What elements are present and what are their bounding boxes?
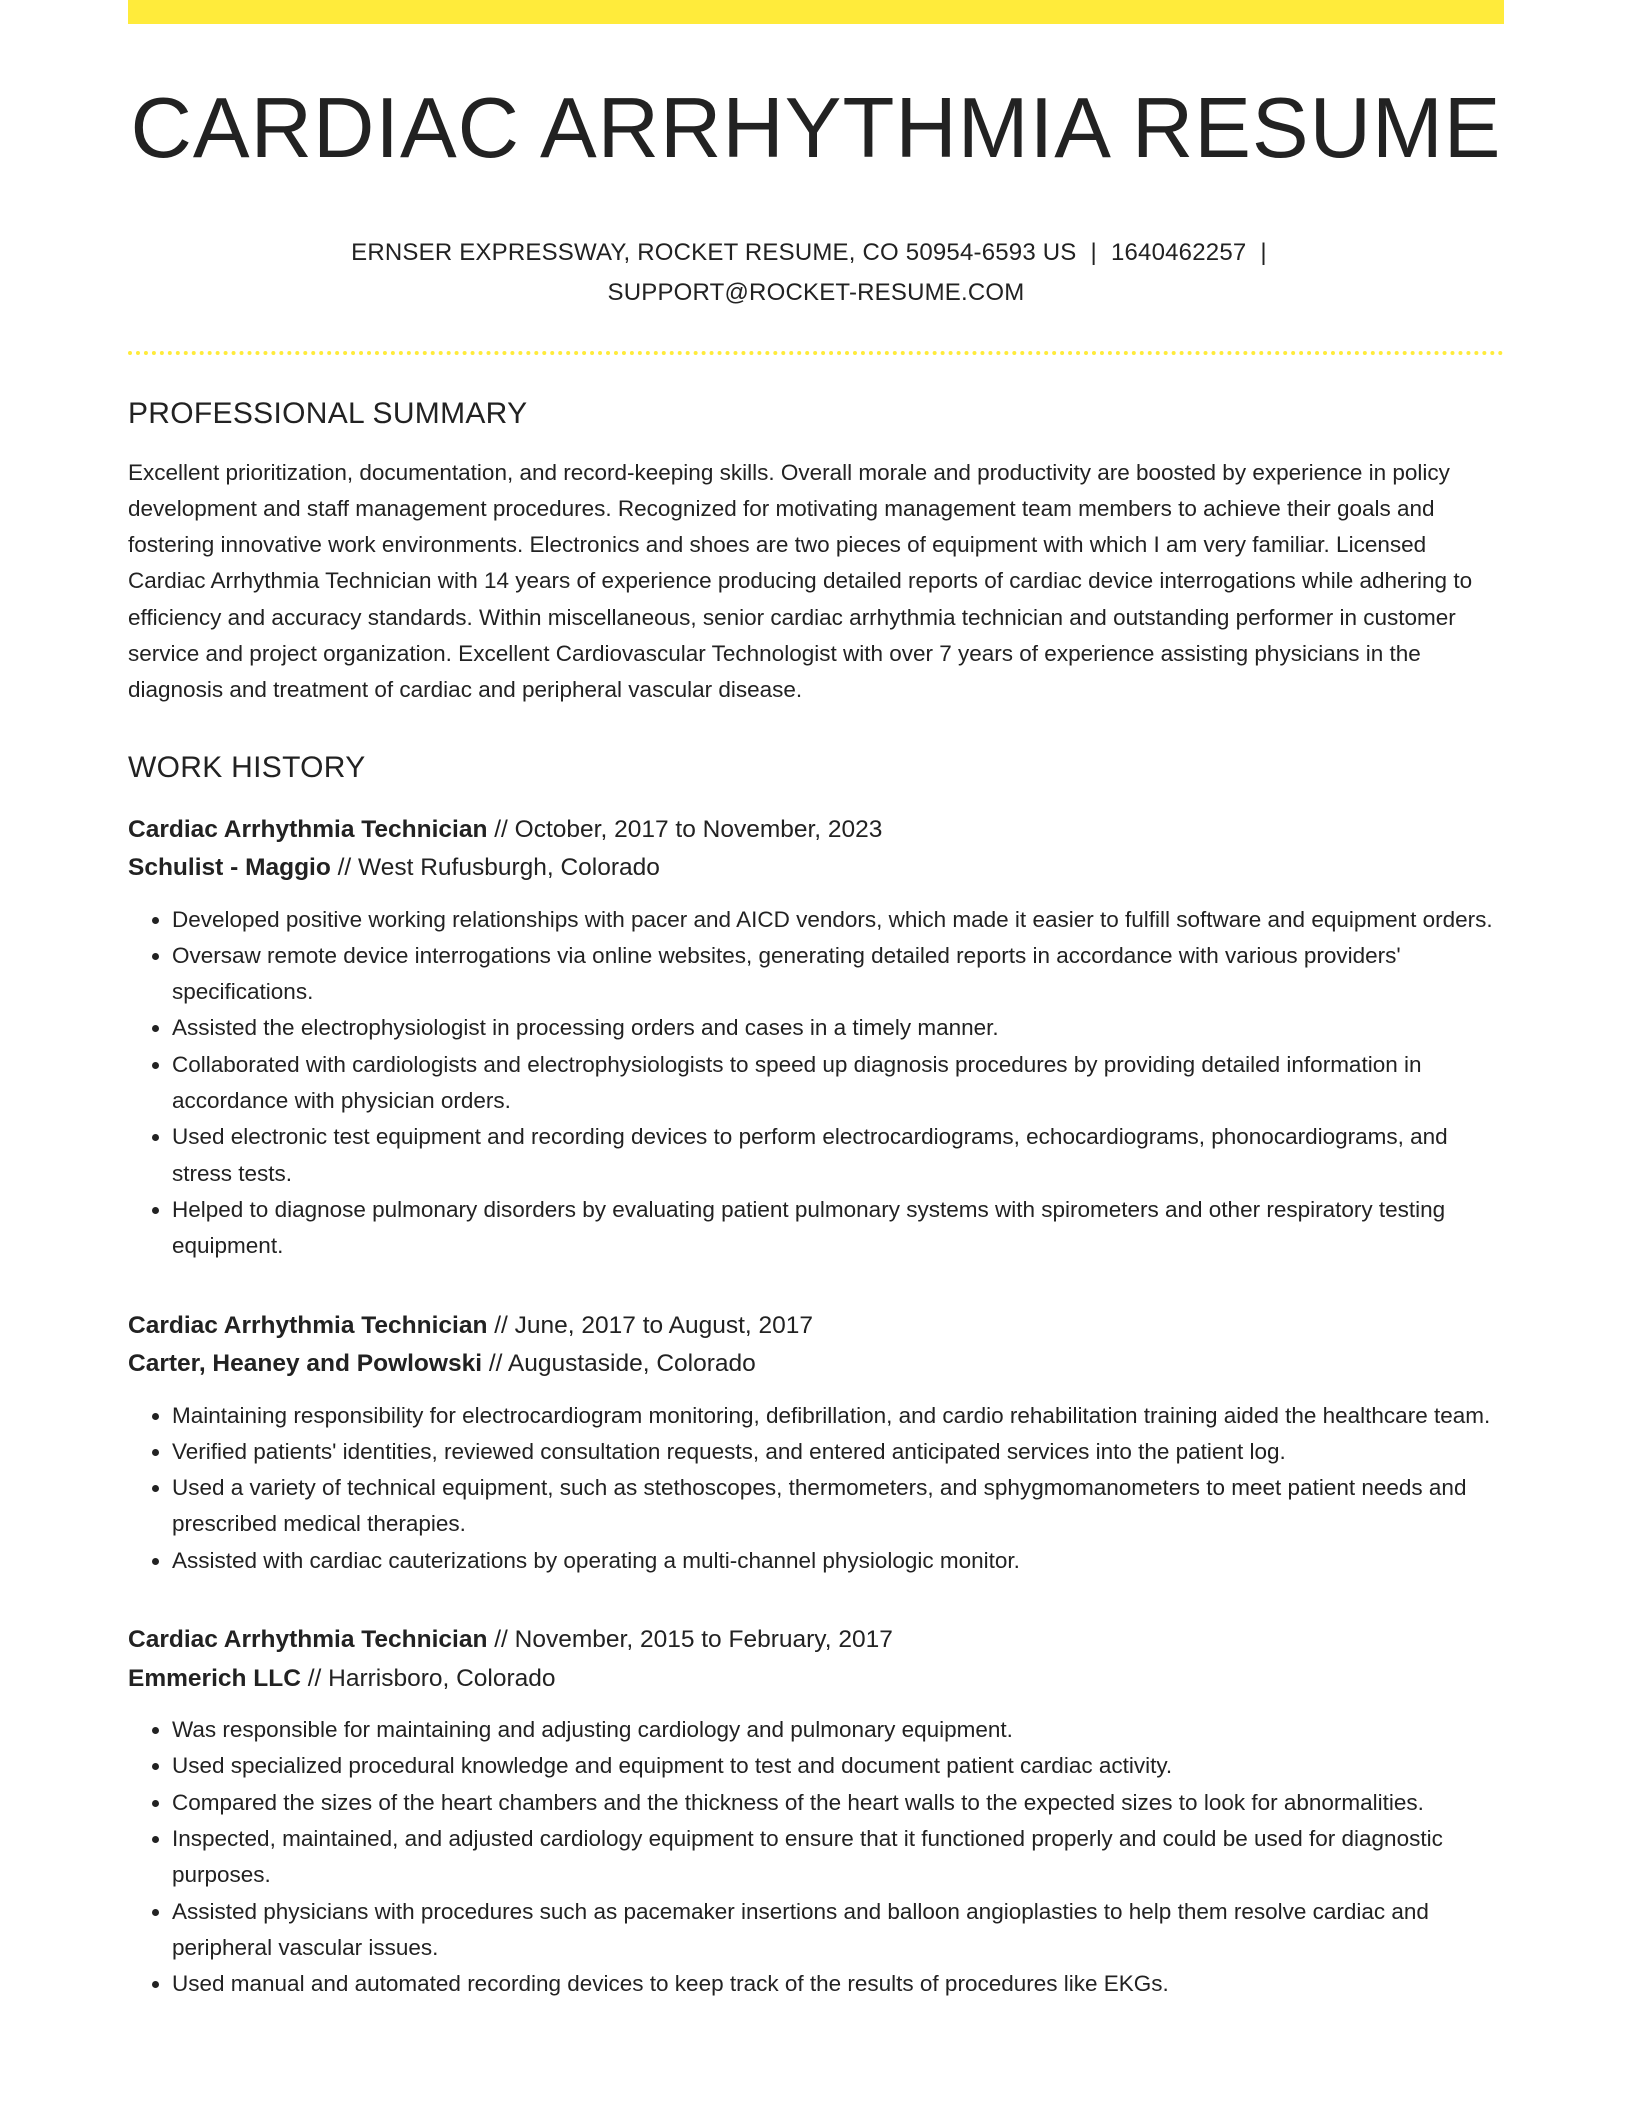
job-bullets: [128, 1712, 1504, 2002]
top-accent-bar: [128, 0, 1504, 24]
job-dates: // November, 2015 to February, 2017: [487, 1626, 893, 1654]
resume-title: CARDIAC ARRHYTHMIA RESUME: [130, 81, 1502, 176]
job-bullet: • Collaborated with cardiologists and electrophysiologists to speed up diagnosis procedures by providing detailed information in accordance with physician orders.: [172, 1047, 1504, 1120]
job-bullet: • Assisted the electrophysiologist in processing orders and cases in a timely manner.: [172, 1010, 1504, 1046]
job-title-line: [128, 811, 1504, 850]
job-bullet: • Compared the sizes of the heart chambers and the thickness of the heart walls to the expected sizes to look for abnormalities.: [172, 1785, 1504, 1821]
job-company-line: [128, 1345, 1504, 1384]
job-dates: // October, 2017 to November, 2023: [487, 815, 883, 843]
job-bullet: • Inspected, maintained, and adjusted cardiology equipment to ensure that it functioned properly and could be used for diagnostic purposes.: [172, 1821, 1504, 1894]
job-bullet: • Assisted with cardiac cauterizations by operating a multi-channel physiologic monitor.: [172, 1543, 1504, 1579]
job-bullet: • Was responsible for maintaining and adjusting cardiology and pulmonary equipment.: [172, 1712, 1504, 1748]
job-bullet: • Maintaining responsibility for electrocardiogram monitoring, defibrillation, and cardio rehabilitation training aided the healthcare team.: [172, 1398, 1504, 1434]
job-title-line: [128, 1621, 1504, 1660]
job-title-line: [128, 1307, 1504, 1346]
job-location: // Harrisboro, Colorado: [300, 1664, 556, 1692]
contact-email[interactable]: SUPPORT@ROCKET-RESUME.COM: [607, 278, 1025, 306]
job-bullet: • Assisted physicians with procedures such as pacemaker insertions and balloon angioplasties to help them resolve cardiac and peripheral vascular issues.: [172, 1894, 1504, 1967]
summary-text: Excellent prioritization, documentation, and record-keeping skills. Overall morale and productivity are boosted by experience in policy development and staff management procedures. Recognized for motivating management team members to achieve their goals and fostering innovative work environments. Electronics and shoes are two pieces of equipment with which I am very familiar. Licensed Cardiac Arrhythmia Technician with 14 years of experience producing detailed reports of cardiac device interrogations while adhering to efficiency and accuracy standards. Within miscellaneous, senior cardiac arrhythmia technician and outstanding performer in customer service and project organization. Excellent Cardiovascular Technologist with over 7 years of experience assisting physicians in the diagnosis and treatment of cardiac and peripheral vascular disease.: [128, 459, 1473, 703]
work-history-heading: WORK HISTORY: [128, 750, 366, 784]
job-bullets: [128, 1398, 1504, 1579]
summary-heading: PROFESSIONAL SUMMARY: [128, 396, 528, 430]
job-bullet: • Used electronic test equipment and recording devices to perform electrocardiograms, echocardiograms, phonocardiograms, and stress tests.: [172, 1119, 1504, 1192]
job-dates: // June, 2017 to August, 2017: [487, 1311, 813, 1339]
job-bullet: • Verified patients' identities, reviewed consultation requests, and entered anticipated services into the patient log.: [172, 1434, 1504, 1470]
job-company-line: [128, 849, 1504, 888]
job-location: // Augustaside, Colorado: [482, 1350, 756, 1378]
contact-line-2: [128, 273, 1504, 313]
job-bullet: • Used specialized procedural knowledge and equipment to test and document patient cardiac activity.: [172, 1748, 1504, 1784]
job-title: Cardiac Arrhythmia Technician: [128, 1311, 488, 1339]
contact-info: [128, 233, 1504, 313]
job-company-line: [128, 1660, 1504, 1699]
job-entry: [128, 811, 1504, 1265]
job-entry: [128, 1621, 1504, 2002]
job-company: Emmerich LLC: [128, 1664, 301, 1692]
contact-address: ERNSER EXPRESSWAY, ROCKET RESUME, CO 50954-6593 US: [351, 238, 1077, 266]
header-divider: [128, 351, 1504, 355]
resume-page: [128, 0, 1504, 2002]
job-entry: [128, 1307, 1504, 1579]
contact-separator: |: [1260, 238, 1267, 266]
job-company: Schulist - Maggio: [128, 854, 331, 882]
job-title: Cardiac Arrhythmia Technician: [128, 815, 488, 843]
job-bullet: • Oversaw remote device interrogations via online websites, generating detailed reports in accordance with various providers' specifications.: [172, 938, 1504, 1011]
job-title: Cardiac Arrhythmia Technician: [128, 1626, 488, 1654]
job-location: // West Rufusburgh, Colorado: [330, 854, 660, 882]
job-company: Carter, Heaney and Powlowski: [128, 1350, 483, 1378]
contact-phone: 1640462257: [1110, 238, 1247, 266]
job-bullet: • Used manual and automated recording devices to keep track of the results of procedures like EKGs.: [172, 1966, 1504, 2002]
job-bullet: • Developed positive working relationships with pacer and AICD vendors, which made it easier to fulfill software and equipment orders.: [172, 902, 1504, 938]
job-bullet: • Used a variety of technical equipment, such as stethoscopes, thermometers, and sphygmomanometers to meet patient needs and prescribed medical therapies.: [172, 1470, 1504, 1543]
contact-line-1: [128, 233, 1504, 273]
job-bullet: • Helped to diagnose pulmonary disorders by evaluating patient pulmonary systems with spirometers and other respiratory testing equipment.: [172, 1192, 1504, 1265]
job-bullets: [128, 902, 1504, 1265]
contact-separator: |: [1090, 238, 1097, 266]
